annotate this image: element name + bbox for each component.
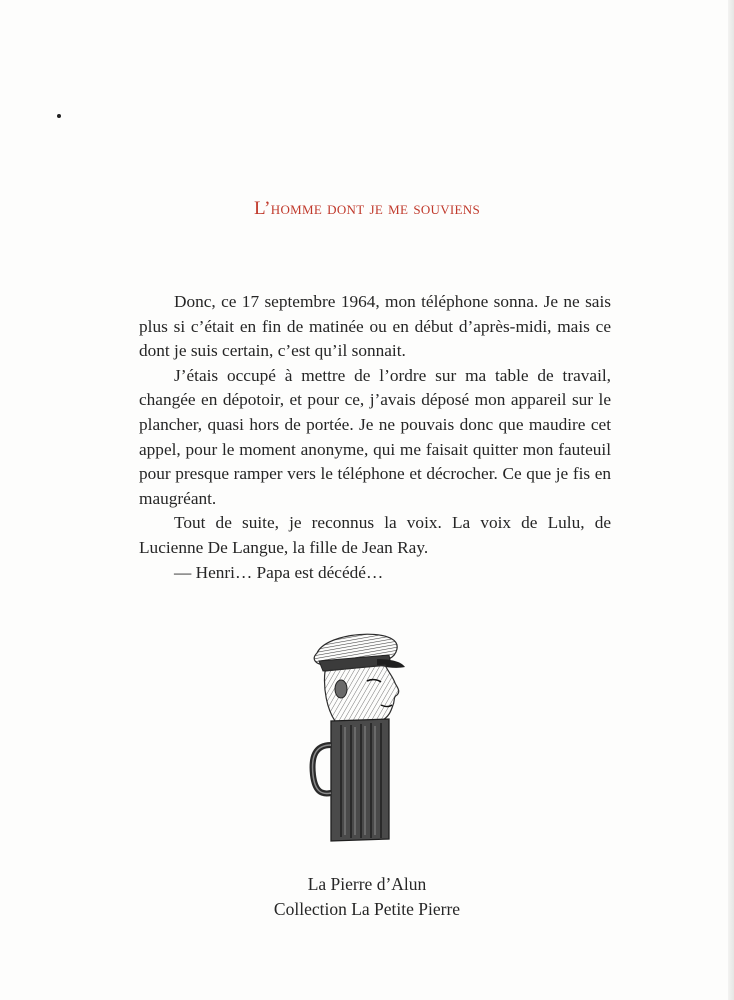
publisher-collection: Collection La Petite Pierre <box>273 899 461 919</box>
paper-speck <box>57 114 61 118</box>
publisher-name: La Pierre d’Alun <box>307 874 427 894</box>
page-edge-shadow <box>728 0 734 1000</box>
chapter-title: L’homme dont je me souviens <box>253 198 480 219</box>
paragraph-2: J’étais occupé à mettre de l’ordre sur ma table de travail, changée en dépotoir, et pour ce, j’avais déposé mon appareil sur le plancher, quasi hors de portée. Je ne pouvais donc que maudire cet appel, pour le moment anonyme, qui me faisait quitter mon fauteuil pour presque ramper vers le téléphone et décrocher. Ce que je fis en maugréant. <box>139 365 611 508</box>
paragraph-1: Donc, ce 17 septembre 1964, mon téléphone sonna. Je ne sais plus si c’était en fin de matinée ou en début d’après-midi, mais ce dont je suis certain, c’est qu’il sonnait. <box>139 292 611 361</box>
chapter-body <box>139 290 611 585</box>
paragraph-3: Tout de suite, je reconnus la voix. La voix de Lulu, de Lucienne De Langue, la fille de Jean Ray. <box>139 513 611 557</box>
carved-head-illustration <box>297 625 427 845</box>
paragraph-4: — Henri… Papa est décédé… <box>174 562 384 582</box>
publisher-block <box>0 872 734 922</box>
